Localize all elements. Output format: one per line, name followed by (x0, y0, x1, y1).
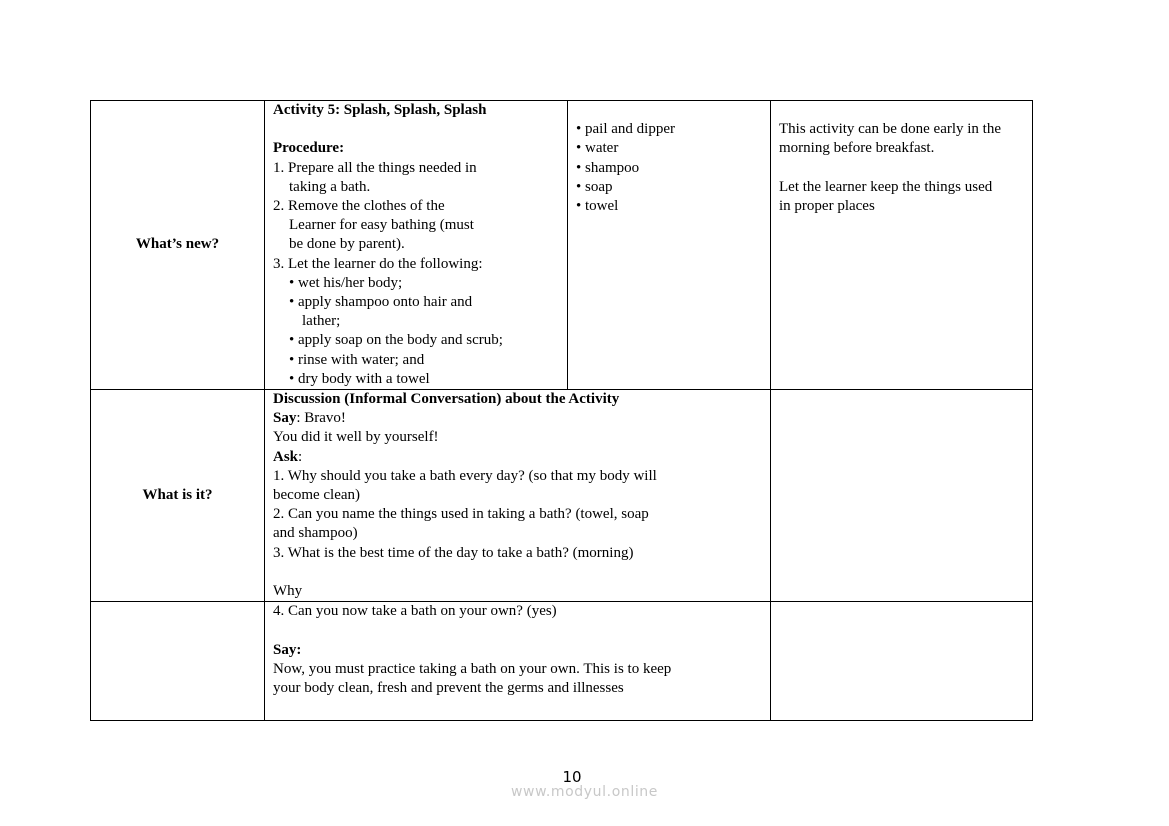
procedure-step: 1. Prepare all the things needed in (273, 159, 477, 176)
empty-label-cell (91, 602, 265, 721)
material-item: • soap (576, 178, 613, 195)
empty-notes-cell (771, 602, 1033, 721)
say-line (273, 409, 770, 428)
question-line: and shampoo) (273, 525, 358, 542)
row-label-whats-new: What’s new? (91, 101, 265, 390)
procedure-bullet: • rinse with water; and (289, 351, 425, 368)
material-item: • shampoo (576, 159, 640, 176)
activity-procedure-cell (265, 101, 568, 390)
table-row-continuation (91, 602, 1033, 721)
ask-label: Ask (273, 448, 299, 465)
say-text-line: Now, you must practice taking a bath on your own. This is to keep (273, 660, 672, 677)
question-line: 4. Can you now take a bath on your own? (yes) (273, 603, 557, 620)
procedure-step: 3. Let the learner do the following: (273, 255, 483, 272)
question-line: 2. Can you name the things used in taking a bath? (towel, soap (273, 506, 649, 523)
ask-line (273, 448, 770, 467)
continuation-cell (265, 602, 771, 721)
page-number: 10 (562, 768, 582, 786)
say-text: : Bravo! (296, 410, 346, 427)
procedure-bullet-cont: lather; (302, 313, 341, 330)
procedure-step-cont: taking a bath. (289, 178, 371, 195)
procedure-step-cont: Learner for easy bathing (must (289, 217, 474, 234)
table-row-whats-new (91, 101, 1033, 390)
ask-colon: : (298, 448, 303, 465)
material-item: • towel (576, 198, 619, 214)
note-line: Let the learner keep the things used (779, 178, 993, 195)
notes-cell (771, 101, 1033, 390)
activity-title: Activity 5: Splash, Splash, Splash (273, 102, 487, 118)
question-line: become clean) (273, 487, 361, 504)
say-label: Say (273, 410, 297, 427)
materials-cell (568, 101, 771, 390)
lesson-table (90, 100, 1033, 721)
why-line: Why (273, 583, 303, 600)
procedure-bullet: • wet his/her body; (289, 274, 403, 291)
discussion-cell (265, 390, 771, 602)
question-line: 1. Why should you take a bath every day? (so that my body will (273, 467, 657, 484)
procedure-bullet: • dry body with a towel (289, 370, 430, 387)
discussion-line: You did it well by yourself! (273, 429, 439, 446)
discussion-heading: Discussion (Informal Conversation) about the Activity (273, 391, 620, 408)
say-label: Say: (273, 641, 302, 658)
procedure-step: 2. Remove the clothes of the (273, 198, 445, 214)
table-row-what-is-it (91, 390, 1033, 602)
procedure-bullet: • apply shampoo onto hair and (289, 294, 473, 311)
empty-notes-cell (771, 390, 1033, 602)
procedure-step-cont: be done by parent). (289, 236, 405, 253)
note-line: morning before breakfast. (779, 140, 935, 157)
note-line: in proper places (779, 197, 875, 214)
note-line: This activity can be done early in the (779, 121, 1002, 138)
say-text-line: your body clean, fresh and prevent the germs and illnesses (273, 680, 624, 697)
material-item: • pail and dipper (576, 121, 675, 138)
procedure-bullet: • apply soap on the body and scrub; (289, 332, 503, 349)
question-line: 3. What is the best time of the day to take a bath? (morning) (273, 544, 634, 561)
row-label-what-is-it: What is it? (91, 390, 265, 602)
procedure-heading: Procedure: (273, 140, 345, 157)
material-item: • water (576, 140, 619, 157)
watermark: www.modyul.online (510, 784, 658, 800)
